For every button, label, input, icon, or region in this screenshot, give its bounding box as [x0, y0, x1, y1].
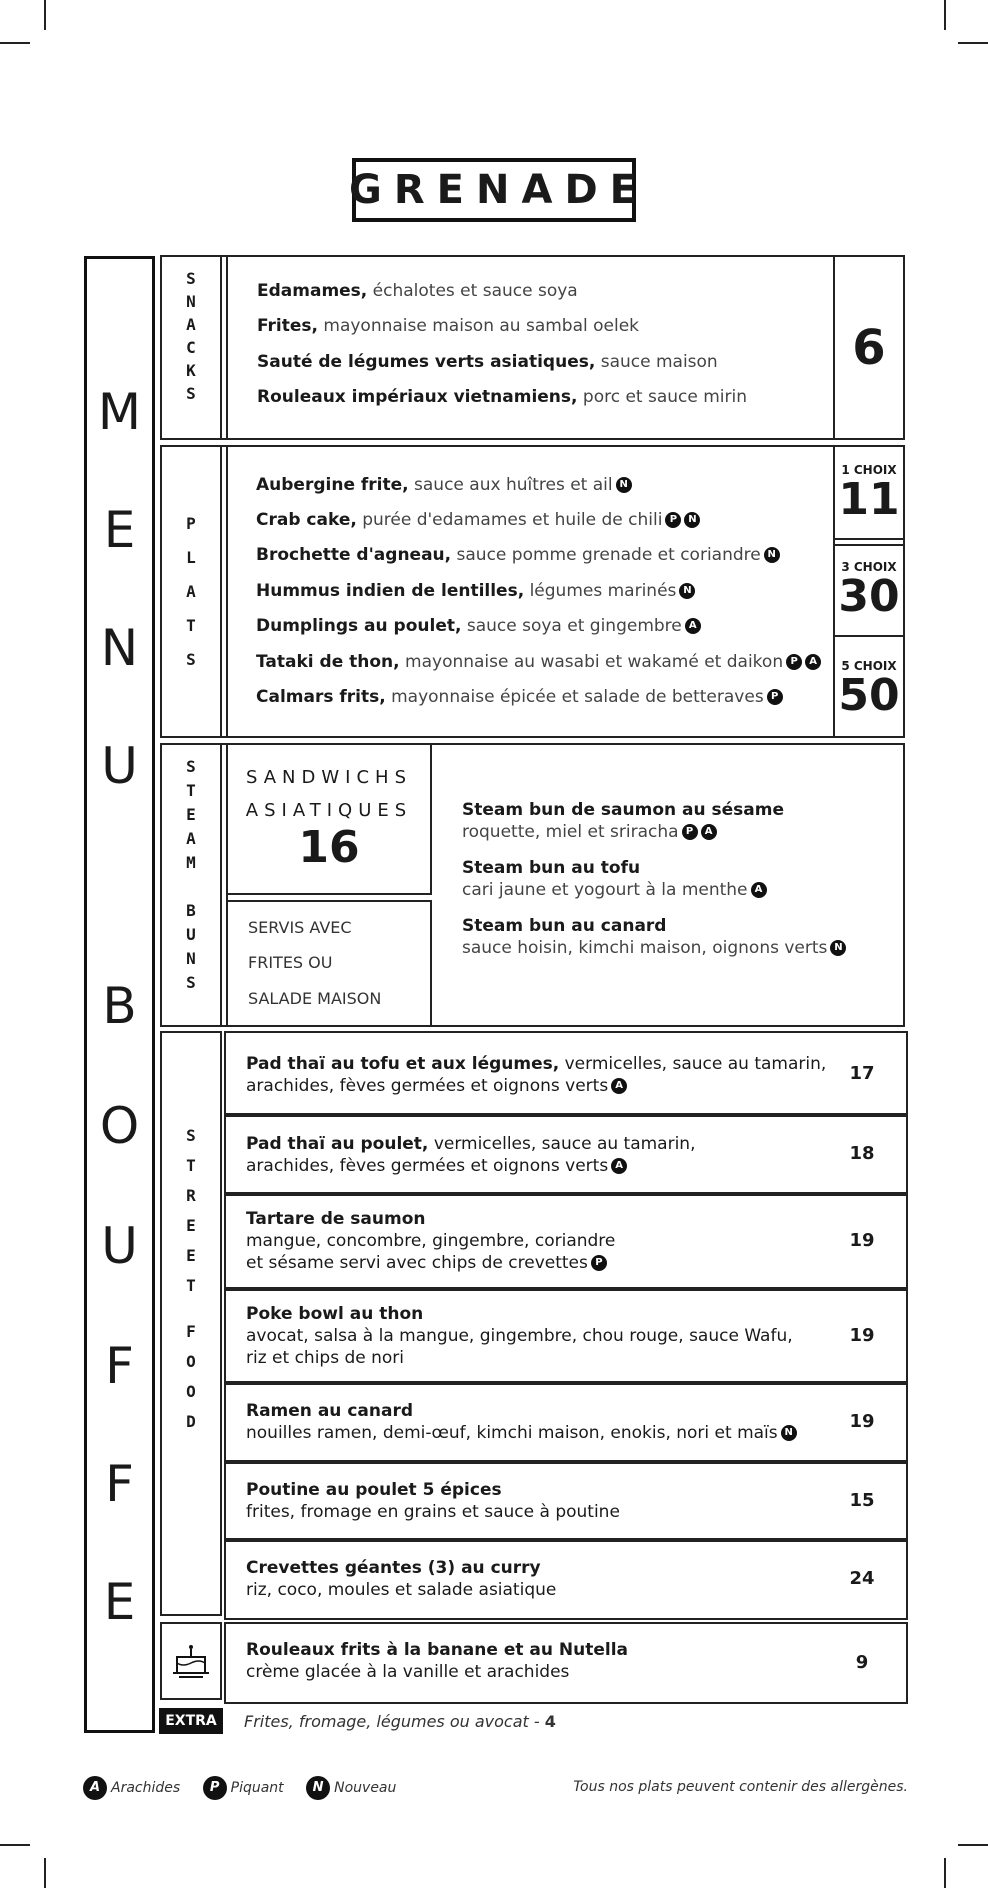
extra-text: Frites, fromage, légumes ou avocat - 4: [244, 1712, 556, 1731]
crop-mark: [958, 1844, 988, 1846]
snack-item: Frites, mayonnaise maison au sambal oelek: [257, 316, 640, 336]
sandwich-price: 16: [298, 822, 360, 873]
legend-label: Nouveau: [334, 1780, 397, 1796]
crop-mark: [0, 42, 30, 44]
choix-price: 11: [838, 474, 900, 525]
badge-spicy-icon: P: [665, 512, 681, 528]
choix-label: 5 CHOIX: [841, 659, 897, 673]
street-food-row: Poutine au poulet 5 épices frites, fromage en grains et sauce à poutine 15: [224, 1460, 908, 1542]
badge-peanut-icon: A: [83, 1776, 107, 1800]
plat-item: Hummus indien de lentilles, légumes marinés N: [256, 581, 695, 601]
snack-item: Edamames, échalotes et sauce soya: [257, 281, 578, 301]
badge-peanut-icon: A: [805, 654, 821, 670]
street-food-row: Pad thaï au tofu et aux légumes, vermicelles, sauce au tamarin, arachides, fèves germées et oignons verts A 17: [224, 1031, 908, 1117]
steam-bun-item: Steam bun de saumon au sésame roquette, miel et sriracha P A: [462, 800, 784, 842]
badge-peanut-icon: A: [751, 882, 767, 898]
snacks-label: SNACKS: [186, 269, 196, 403]
dessert-icon-col: [160, 1622, 222, 1700]
food-label: FOOD: [186, 1322, 196, 1431]
badge-peanut-icon: A: [685, 618, 701, 634]
snacks-price: 6: [852, 319, 886, 376]
choix-price: 30: [838, 571, 900, 622]
menu-letter: N: [100, 619, 139, 677]
street-food-price: 17: [849, 1063, 875, 1084]
legend: [83, 1776, 396, 1800]
served-line: SERVIS AVEC: [248, 918, 352, 937]
badge-spicy-icon: P: [767, 689, 783, 705]
badge-new-icon: N: [764, 547, 780, 563]
street-food-row: Crevettes géantes (3) au curry riz, coco, moules et salade asiatique 24: [224, 1538, 908, 1620]
badge-spicy-icon: P: [786, 654, 802, 670]
street-food-row: Pad thaï au poulet, vermicelles, sauce au tamarin, arachides, fèves germées et oignons verts A 18: [224, 1113, 908, 1196]
cake-icon: [169, 1641, 213, 1681]
menu-bouffe-label: [84, 256, 155, 1733]
steam-bun-item: Steam bun au canard sauce hoisin, kimchi maison, oignons verts N: [462, 915, 846, 959]
snacks-label-col: [162, 257, 222, 438]
plats-label-col: [162, 447, 222, 736]
badge-spicy-icon: P: [591, 1255, 607, 1271]
price-1-choix: [835, 447, 903, 540]
plat-item: Crab cake, purée d'edamames et huile de chili P N: [256, 510, 700, 530]
crop-mark: [44, 0, 46, 30]
plat-item: Aubergine frite, sauce aux huîtres et ail N: [256, 475, 632, 495]
served-with-box: [228, 900, 432, 1025]
plat-item: Tataki de thon, mayonnaise au wasabi et wakamé et daikon P A: [256, 652, 821, 672]
allergy-note: Tous nos plats peuvent contenir des allergènes.: [573, 1779, 908, 1795]
sandwich-heading: ASIATIQUES: [245, 800, 413, 821]
badge-peanut-icon: A: [611, 1078, 627, 1094]
plats-price-col: [833, 447, 903, 736]
badge-spicy-icon: P: [682, 824, 698, 840]
sandwich-heading: SANDWICHS: [245, 767, 413, 788]
plats-divider: [226, 447, 228, 736]
street-food-price: 24: [849, 1568, 875, 1589]
menu-letter: F: [105, 1455, 134, 1513]
sandwich-heading-box: [228, 745, 432, 895]
buns-label: BUNS: [186, 901, 196, 992]
plats-section: [160, 445, 905, 738]
price-3-choix: [835, 544, 903, 637]
restaurant-title: GRENADE: [352, 158, 636, 222]
crop-mark: [944, 1858, 946, 1888]
menu-letter: E: [103, 1573, 136, 1631]
steam-label-col: [162, 745, 222, 1025]
badge-peanut-icon: A: [701, 824, 717, 840]
badge-spicy-icon: P: [203, 1776, 227, 1800]
street-food-row: Ramen au canard nouilles ramen, demi-œuf, kimchi maison, enokis, nori et maïs N 19: [224, 1381, 908, 1464]
street-food-price: 19: [849, 1230, 875, 1251]
street-food-label-col: [160, 1031, 222, 1616]
badge-new-icon: N: [616, 477, 632, 493]
street-food-price: 18: [849, 1143, 875, 1164]
legend-label: Arachides: [111, 1780, 181, 1796]
badge-peanut-icon: A: [611, 1158, 627, 1174]
snack-item: Rouleaux impériaux vietnamiens, porc et sauce mirin: [257, 387, 748, 407]
street-label: STREET: [186, 1126, 196, 1295]
snacks-price-col: [833, 257, 903, 438]
plat-item: Dumplings au poulet, sauce soya et gingembre A: [256, 616, 701, 636]
crop-mark: [44, 1858, 46, 1888]
snack-item: Sauté de légumes verts asiatiques, sauce maison: [257, 352, 718, 372]
menu-letter: M: [97, 383, 142, 441]
steam-label: STEAM: [186, 757, 196, 872]
badge-new-icon: N: [781, 1425, 797, 1441]
menu-letter: B: [102, 977, 137, 1035]
dessert-price: 9: [855, 1652, 869, 1673]
menu-letter: E: [103, 501, 136, 559]
badge-new-icon: N: [684, 512, 700, 528]
served-line: FRITES OU: [248, 953, 333, 972]
choix-price: 50: [838, 670, 900, 721]
choix-label: 1 CHOIX: [841, 463, 897, 477]
snacks-section: [160, 255, 905, 440]
badge-new-icon: N: [306, 1776, 330, 1800]
menu-letter: O: [99, 1097, 140, 1155]
street-food-price: 19: [849, 1411, 875, 1432]
crop-mark: [958, 42, 988, 44]
extra-badge: EXTRA: [159, 1708, 223, 1734]
steam-bun-item: Steam bun au tofu cari jaune et yogourt à la menthe A: [462, 857, 767, 901]
street-food-price: 19: [849, 1325, 875, 1346]
steam-buns-section: [160, 743, 905, 1027]
plat-item: Calmars frits, mayonnaise épicée et salade de betteraves P: [256, 687, 783, 707]
crop-mark: [944, 0, 946, 30]
badge-new-icon: N: [679, 583, 695, 599]
dessert-row: Rouleaux frits à la banane et au Nutella crème glacée à la vanille et arachides 9: [224, 1622, 908, 1704]
price-5-choix: [835, 641, 903, 736]
street-food-row: Poke bowl au thon avocat, salsa à la mangue, gingembre, chou rouge, sauce Wafu, riz et chips de nori 19: [224, 1287, 908, 1385]
legend-label: Piquant: [230, 1780, 284, 1796]
menu-letter: U: [101, 1217, 138, 1275]
crop-mark: [0, 1844, 30, 1846]
badge-new-icon: N: [830, 940, 846, 956]
plats-label: PLATS: [186, 514, 196, 669]
menu-letter: U: [101, 737, 138, 795]
plat-item: Brochette d'agneau, sauce pomme grenade et coriandre N: [256, 545, 780, 565]
snacks-divider: [226, 257, 228, 438]
served-line: SALADE MAISON: [248, 989, 382, 1008]
choix-label: 3 CHOIX: [841, 560, 897, 574]
street-food-row: Tartare de saumon mangue, concombre, gingembre, coriandre et sésame servi avec chips de crevettes P 19: [224, 1192, 908, 1291]
menu-letter: F: [105, 1337, 134, 1395]
street-food-price: 15: [849, 1490, 875, 1511]
